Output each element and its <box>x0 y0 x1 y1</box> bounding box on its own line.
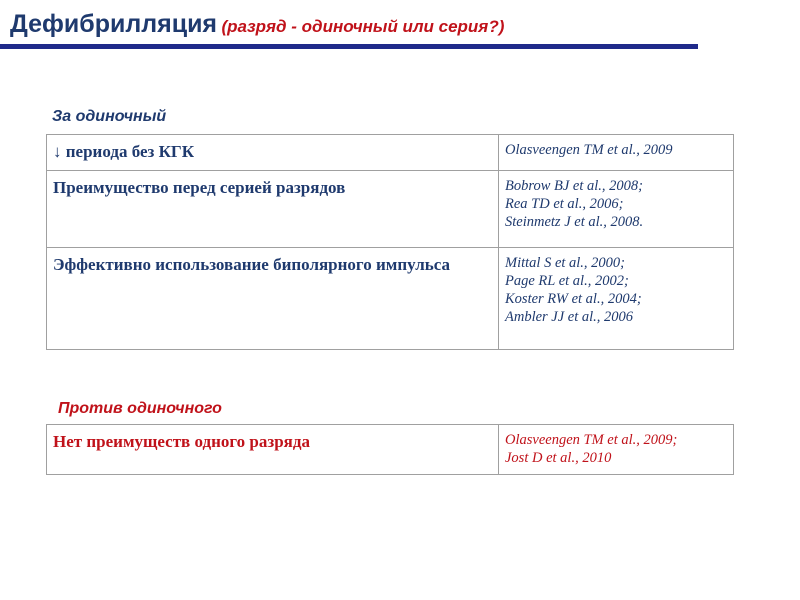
citation: Olasveengen TM et al., 2009 <box>505 142 673 158</box>
citation-cell <box>499 425 734 475</box>
slide-title <box>10 10 504 39</box>
claim-cell: ↓ периода без КГК <box>47 135 499 171</box>
citation: Bobrow BJ et al., 2008; <box>505 178 643 194</box>
citation: Page RL et al., 2002; <box>505 273 629 289</box>
citation-cell <box>499 248 734 350</box>
title-underline <box>0 44 698 49</box>
section-label-against: Против одиночного <box>58 400 222 417</box>
citation: Jost D et al., 2010 <box>505 450 612 466</box>
table-row <box>47 171 734 248</box>
citation: Ambler JJ et al., 2006 <box>505 309 634 325</box>
table-row <box>47 425 734 475</box>
claim-cell: Преимущество перед серией разрядов <box>47 171 499 248</box>
section-label-for: За одиночный <box>52 108 167 125</box>
citation: Koster RW et al., 2004; <box>505 291 642 307</box>
table-row <box>47 135 734 171</box>
title-subtitle: (разряд - одиночный или серия?) <box>221 17 505 36</box>
title-main: Дефибрилляция <box>10 10 218 38</box>
citation: Olasveengen TM et al., 2009; <box>505 432 678 448</box>
claim-cell: Эффективно использование биполярного импульса <box>47 248 499 350</box>
citation-cell <box>499 171 734 248</box>
citation: Mittal S et al., 2000; <box>505 255 626 271</box>
against-table <box>46 424 734 475</box>
table-row <box>47 248 734 350</box>
citation-cell <box>499 135 734 171</box>
for-table <box>46 134 734 350</box>
citation: Rea TD et al., 2006; <box>505 196 624 212</box>
citation: Steinmetz J et al., 2008. <box>505 214 644 230</box>
claim-cell: Нет преимуществ одного разряда <box>47 425 499 475</box>
